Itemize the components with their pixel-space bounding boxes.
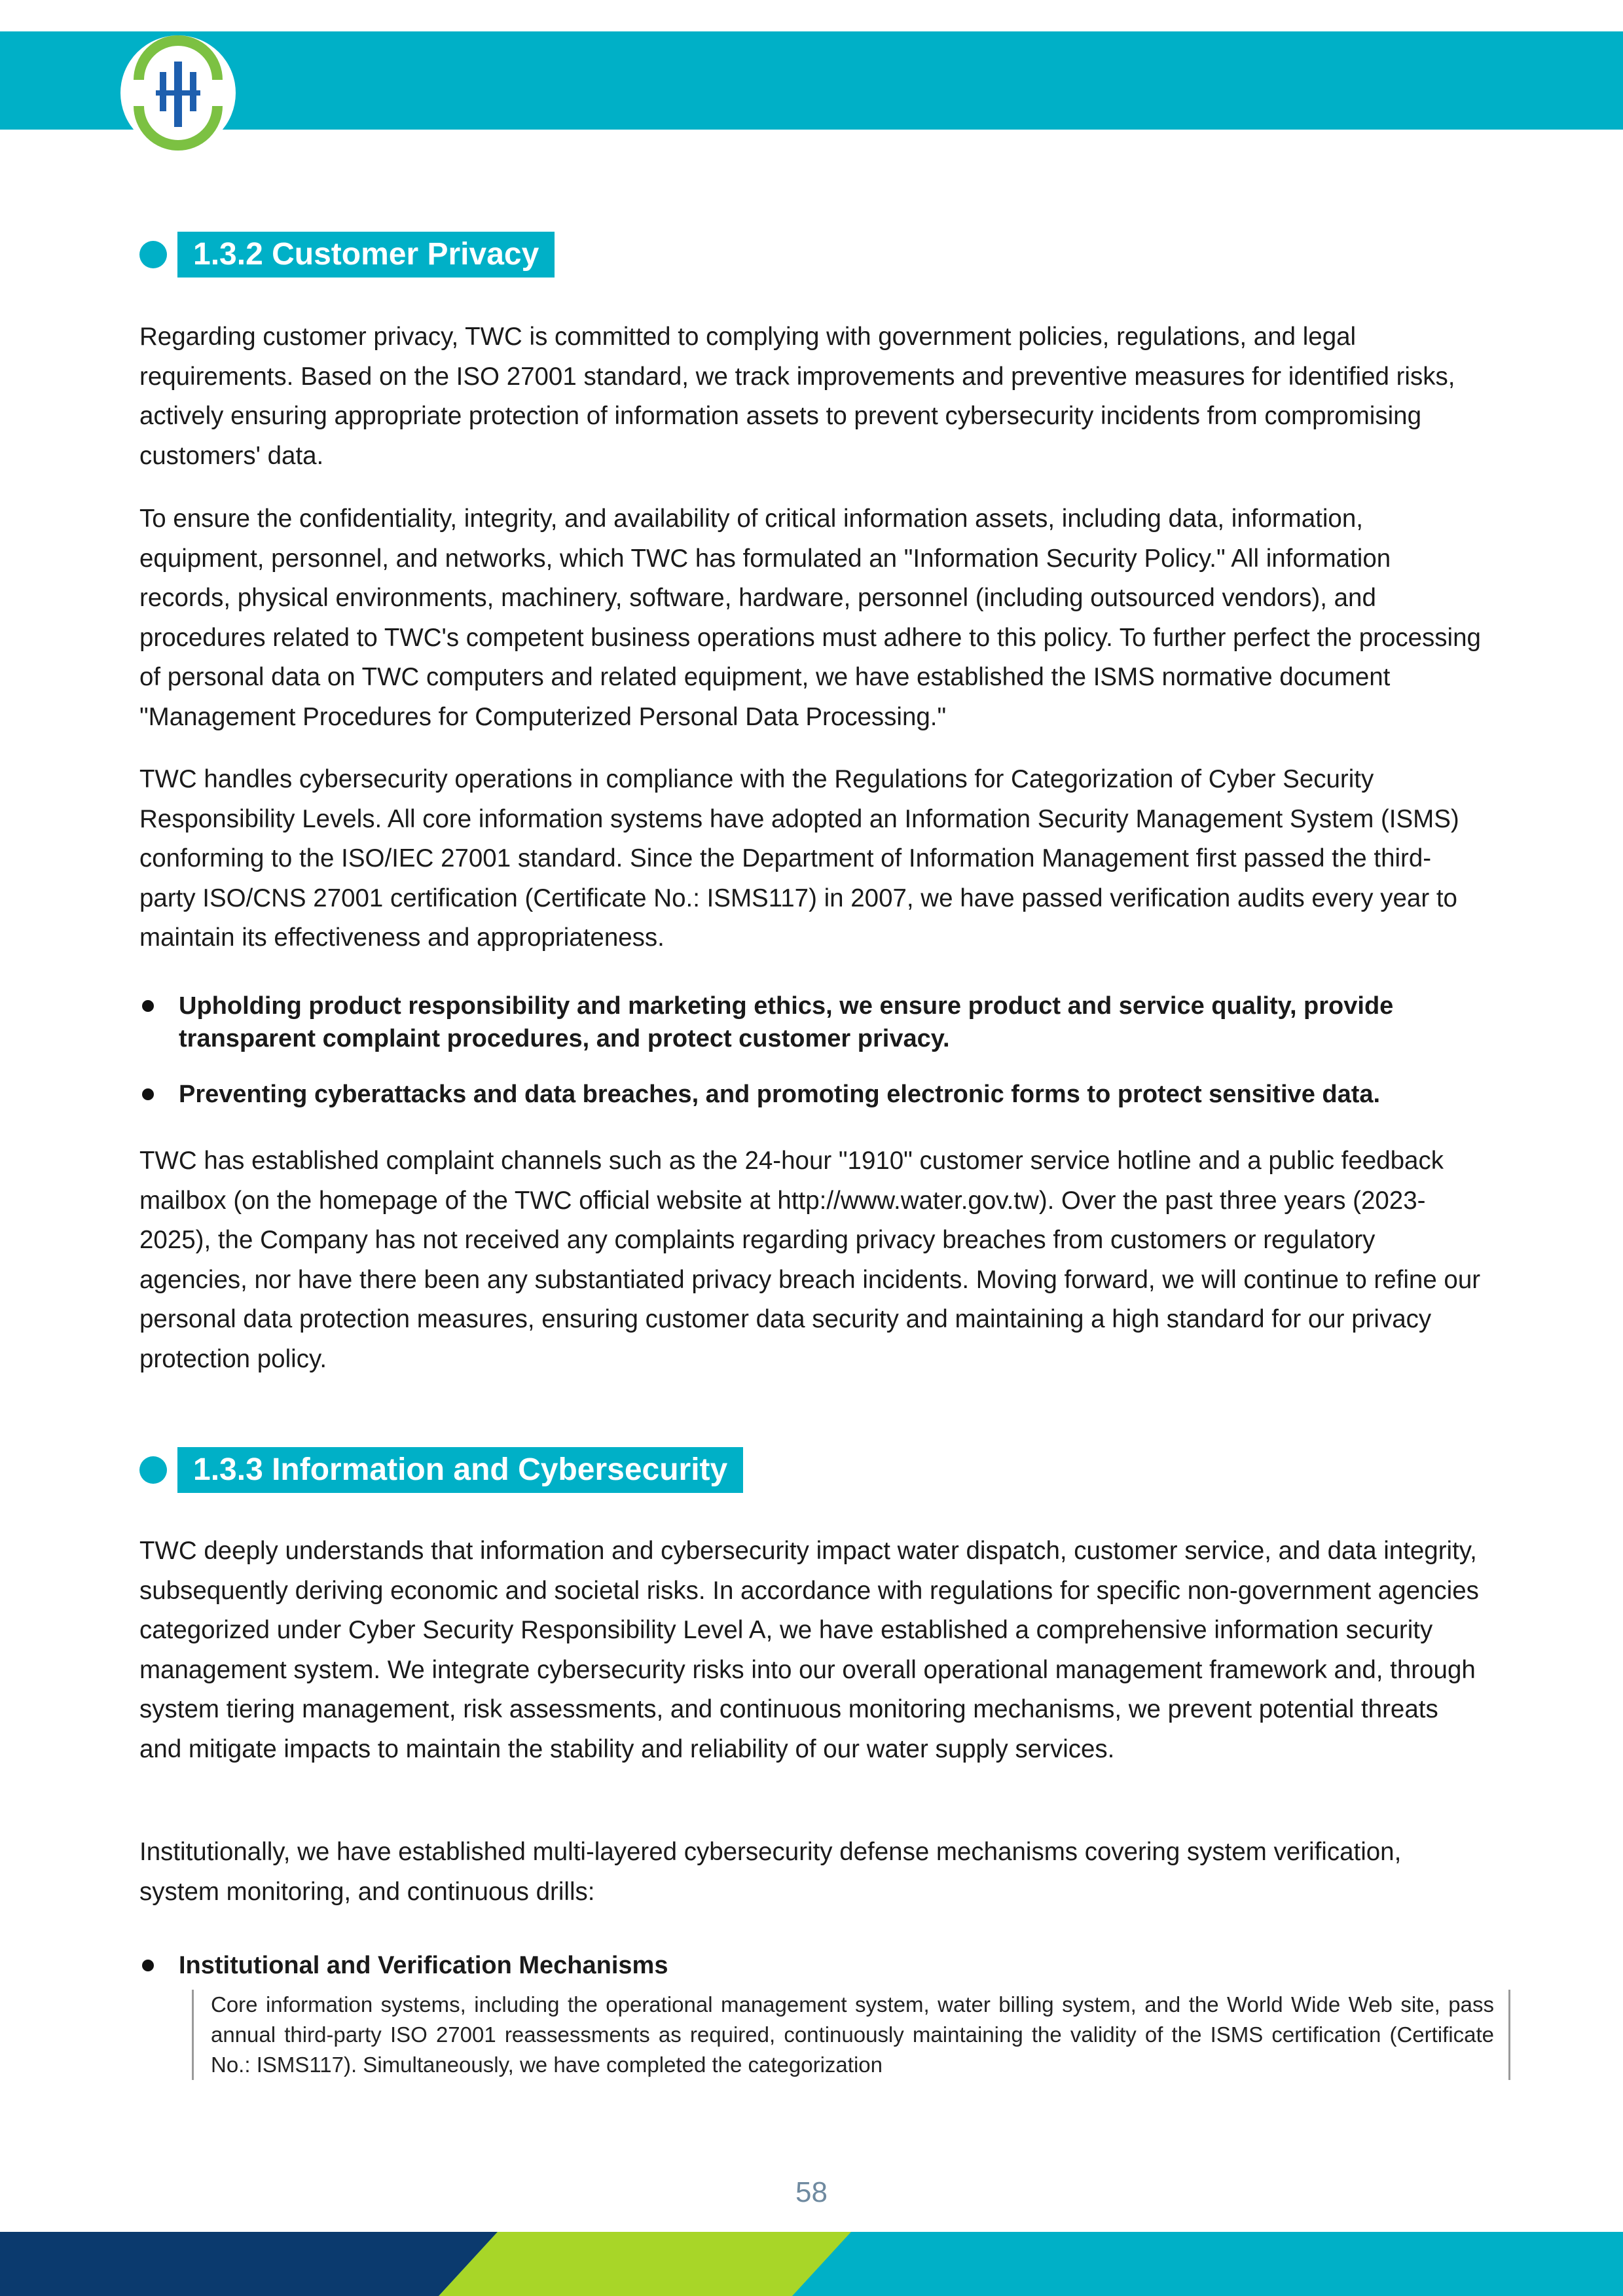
bullet-text: Institutional and Verification Mechanisms: [179, 1952, 668, 1979]
list-item: [139, 990, 1486, 1055]
paragraph-text: TWC has established complaint channels such as the 24-hour "1910" customer service hotline and a public feedback mailbox (on the homepage of the TWC official website at http://www.water.gov.tw). Over the past three years (2023-2025), the Company has not received any complaints regarding privacy breaches from customers or regulatory agencies, nor have there been any substantiated privacy breach incidents. Moving forward, we will continue to refine our personal data protection measures, ensuring customer data security and maintaining a high standard for our privacy protection policy.: [139, 1147, 1481, 1373]
twc-logo: [119, 34, 237, 152]
bullet-icon: [142, 1960, 154, 1971]
bullet-text: Upholding product responsibility and marketing ethics, we ensure product and service quality, provide transparent complaint procedures, and protect customer privacy.: [179, 992, 1394, 1052]
page-number: 58: [795, 2176, 828, 2208]
bullet-icon: [142, 1088, 154, 1100]
section-heading-cybersecurity: [139, 1447, 743, 1493]
bullet-text: Preventing cyberattacks and data breaches, and promoting electronic forms to protect sensitive data.: [179, 1081, 1381, 1108]
section-bullet-icon: [139, 1456, 167, 1484]
bullet-icon: [142, 1000, 154, 1012]
privacy-bullet-list-2: [139, 1078, 1486, 1111]
footer-band: [0, 2232, 1623, 2296]
privacy-paragraph-3: [139, 760, 1486, 958]
list-item: [139, 1949, 1486, 1982]
paragraph-text: TWC handles cybersecurity operations in compliance with the Regulations for Categorization of Cyber Security Responsibility Levels. All core information systems have adopted an Information Security Management System (ISMS) conforming to the ISO/IEC 27001 standard. Since the Department of Information Management first passed the third-party ISO/CNS 27001 certification (Certificate No.: ISMS117) in 2007, we have passed verification audits every year to maintain its effectiveness and appropriateness.: [139, 765, 1459, 952]
cyber-paragraph-2: [139, 1833, 1486, 1912]
cyber-bullet-list: [139, 1949, 1486, 1982]
verification-description: Core information systems, including the operational management system, water billing system, and the World Wide Web site, pass annual third-party ISO 27001 reassessments as required, continuously maintaining the validity of the ISMS certification (Certificate No.: ISMS117). Simultaneously, we have completed the categorization: [192, 1990, 1510, 2080]
section-title: 1.3.2 Customer Privacy: [177, 232, 555, 278]
section-heading-customer-privacy: [139, 232, 555, 278]
paragraph-text: Regarding customer privacy, TWC is committed to complying with government policies, regulations, and legal requirements. Based on the ISO 27001 standard, we track improvements and preventive measures for identified risks, actively ensuring appropriate protection of information assets to prevent cybersecurity incidents from compromising customers' data.: [139, 323, 1455, 470]
paragraph-text: TWC deeply understands that information and cybersecurity impact water dispatch, customer service, and data integrity, subsequently deriving economic and societal risks. In accordance with regulations for specific non-government agencies categorized under Cyber Security Responsibility Level A, we have established a comprehensive information security management system. We integrate cybersecurity risks into our overall operational management framework and, through system tiering management, risk assessments, and continuous monitoring mechanisms, we prevent potential threats and mitigate impacts to maintain the stability and reliability of our water supply services.: [139, 1537, 1479, 1763]
paragraph-text: Institutionally, we have established multi-layered cybersecurity defense mechanisms covering system verification, system monitoring, and continuous drills:: [139, 1838, 1402, 1906]
section-bullet-icon: [139, 241, 167, 268]
privacy-closing-paragraph: [139, 1141, 1486, 1379]
privacy-paragraph-2: [139, 499, 1486, 737]
privacy-paragraph-1: [139, 317, 1486, 476]
paragraph-text: To ensure the confidentiality, integrity, and availability of critical information assets, including data, information, equipment, personnel, and networks, which TWC has formulated an "Information Security Policy." All information records, physical environments, machinery, software, hardware, personnel (including outsourced vendors), and procedures related to TWC's competent business operations must adhere to this policy. To further perfect the processing of personal data on TWC computers and related equipment, we have established the ISMS normative document "Management Procedures for Computerized Personal Data Processing.": [139, 505, 1481, 731]
header-band: [0, 31, 1623, 130]
privacy-bullet-list: [139, 990, 1486, 1055]
cyber-paragraph-1: [139, 1532, 1486, 1769]
section-title: 1.3.3 Information and Cybersecurity: [177, 1447, 743, 1493]
list-item: [139, 1078, 1486, 1111]
